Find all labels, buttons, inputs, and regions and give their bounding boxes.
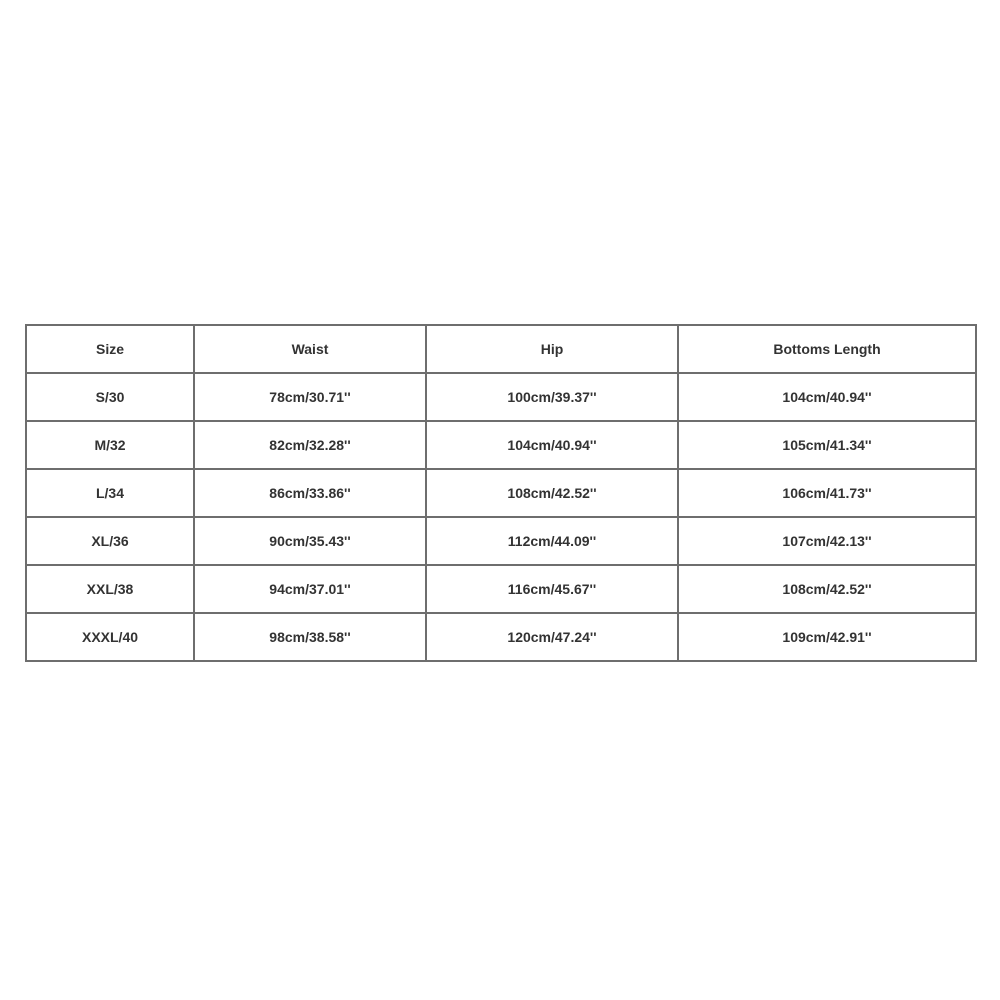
table-row: [26, 469, 976, 517]
header-waist: Waist: [194, 325, 426, 373]
cell-hip: 108cm/42.52'': [426, 469, 678, 517]
header-row: [26, 325, 976, 373]
cell-waist: 90cm/35.43'': [194, 517, 426, 565]
table-row: [26, 373, 976, 421]
cell-bottoms-length: 108cm/42.52'': [678, 565, 976, 613]
cell-waist: 86cm/33.86'': [194, 469, 426, 517]
cell-bottoms-length: 109cm/42.91'': [678, 613, 976, 661]
cell-bottoms-length: 106cm/41.73'': [678, 469, 976, 517]
cell-hip: 104cm/40.94'': [426, 421, 678, 469]
cell-hip: 116cm/45.67'': [426, 565, 678, 613]
table-row: [26, 613, 976, 661]
cell-size: XXXL/40: [26, 613, 194, 661]
cell-hip: 120cm/47.24'': [426, 613, 678, 661]
table-row: [26, 517, 976, 565]
cell-bottoms-length: 104cm/40.94'': [678, 373, 976, 421]
cell-bottoms-length: 105cm/41.34'': [678, 421, 976, 469]
cell-waist: 82cm/32.28'': [194, 421, 426, 469]
cell-size: XXL/38: [26, 565, 194, 613]
cell-size: M/32: [26, 421, 194, 469]
cell-size: L/34: [26, 469, 194, 517]
table-row: [26, 565, 976, 613]
cell-waist: 78cm/30.71'': [194, 373, 426, 421]
cell-size: XL/36: [26, 517, 194, 565]
cell-size: S/30: [26, 373, 194, 421]
table-row: [26, 421, 976, 469]
cell-bottoms-length: 107cm/42.13'': [678, 517, 976, 565]
header-size: Size: [26, 325, 194, 373]
cell-waist: 94cm/37.01'': [194, 565, 426, 613]
header-bottoms-length: Bottoms Length: [678, 325, 976, 373]
cell-waist: 98cm/38.58'': [194, 613, 426, 661]
header-hip: Hip: [426, 325, 678, 373]
cell-hip: 100cm/39.37'': [426, 373, 678, 421]
size-chart-table: [25, 324, 977, 662]
cell-hip: 112cm/44.09'': [426, 517, 678, 565]
